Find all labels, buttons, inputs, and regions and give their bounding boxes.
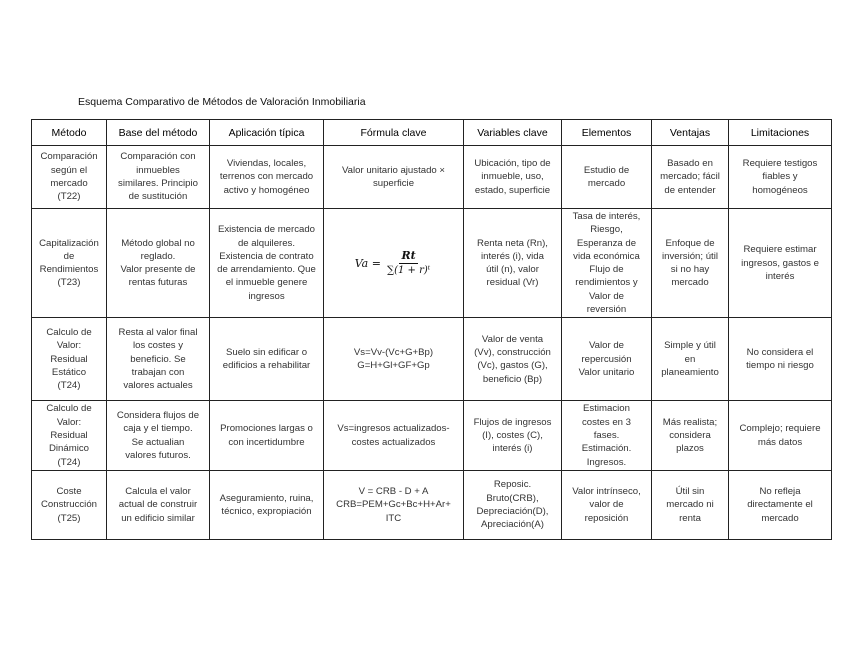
cell-text: Valor unitario ajustado × superficie bbox=[341, 164, 446, 189]
cell-limitaciones bbox=[729, 470, 832, 539]
cell-metodo bbox=[32, 209, 107, 318]
cell-text: Considera flujos de caja y el tiempo. Se actualian valores futuros. bbox=[116, 410, 200, 461]
cell-ventajas bbox=[652, 318, 729, 401]
cell-variables bbox=[464, 209, 562, 318]
header-base: Base del método bbox=[107, 120, 210, 146]
cell-elementos bbox=[562, 318, 652, 401]
cell-base bbox=[107, 318, 210, 401]
cell-ventajas bbox=[652, 209, 729, 318]
cell-formula bbox=[324, 209, 464, 318]
cell-base bbox=[107, 401, 210, 470]
cell-text: Vs=Vv-(Vc+G+Bp) G=H+Gl+GF+Gp bbox=[353, 347, 434, 372]
cell-base bbox=[107, 470, 210, 539]
cell-aplicacion bbox=[210, 146, 324, 209]
cell-aplicacion bbox=[210, 470, 324, 539]
cell-text: Tasa de interés, Riesgo, Esperanza de vida económica Flujo de rendimientos y Valor de reversión bbox=[572, 211, 641, 316]
table-row bbox=[32, 401, 832, 470]
header-ventajas: Ventajas bbox=[652, 120, 729, 146]
cell-text: Estimacion costes en 3 fases. Estimación. Ingresos. bbox=[581, 403, 632, 468]
table-row bbox=[32, 318, 832, 401]
cell-variables bbox=[464, 401, 562, 470]
cell-text: Suelo sin edificar o edificios a rehabilitar bbox=[222, 347, 311, 372]
cell-limitaciones bbox=[729, 318, 832, 401]
cell-text: V = CRB - D + A CRB=PEM+Gc+Bc+H+Ar+ ITC bbox=[336, 485, 451, 524]
cell-variables bbox=[464, 470, 562, 539]
cell-text: Aseguramiento, ruina, técnico, expropiación bbox=[219, 492, 314, 517]
cell-aplicacion bbox=[210, 401, 324, 470]
table-row bbox=[32, 209, 832, 318]
cell-base bbox=[107, 209, 210, 318]
cell-text: Promociones largas o con incertidumbre bbox=[220, 423, 313, 448]
cell-elementos bbox=[562, 146, 652, 209]
cell-text: Estudio de mercado bbox=[583, 164, 630, 189]
cell-text: Basado en mercado; fácil de entender bbox=[660, 158, 720, 196]
cell-elementos bbox=[562, 209, 652, 318]
cell-text: Flujos de ingresos (I), costes (C), interés (i) bbox=[473, 416, 552, 455]
cell-text: Calcula el valor actual de construir un edificio similar bbox=[118, 485, 198, 524]
header-aplicacion: Aplicación típica bbox=[210, 120, 324, 146]
cell-text: Valor de repercusión Valor unitario bbox=[578, 340, 635, 379]
cell-text: Viviendas, locales, terrenos con mercado activo y homogéneo bbox=[219, 158, 314, 196]
cell-variables bbox=[464, 318, 562, 401]
cell-text: Útil sin mercado ni renta bbox=[666, 485, 714, 524]
cell-metodo bbox=[32, 318, 107, 401]
cell-text: Resta al valor final los costes y beneficio. Se trabajan con valores actuales bbox=[118, 327, 198, 392]
table-row bbox=[32, 146, 832, 209]
cell-aplicacion bbox=[210, 318, 324, 401]
cell-text: Comparación según el mercado (T22) bbox=[40, 151, 98, 203]
cell-text: Requiere estimar ingresos, gastos e interés bbox=[741, 244, 819, 282]
cell-text: Calculo de Valor: Residual Dinámico (T24) bbox=[46, 403, 92, 468]
cell-limitaciones bbox=[729, 209, 832, 318]
comparison-table bbox=[31, 119, 832, 540]
cell-text: Más realista; considera plazos bbox=[662, 416, 718, 455]
cell-text: Renta neta (Rn), interés (i), vida útil (n), valor residual (Vr) bbox=[477, 237, 548, 289]
cell-text: Método global no reglado. Valor presente de rentas futuras bbox=[120, 237, 196, 289]
cell-text: Complejo; requiere más datos bbox=[739, 423, 821, 448]
cell-metodo bbox=[32, 470, 107, 539]
formula-numerator: Rt bbox=[401, 249, 416, 263]
table-row bbox=[32, 470, 832, 539]
cell-metodo bbox=[32, 401, 107, 470]
header-row bbox=[32, 120, 832, 146]
cell-text: No refleja directamente el mercado bbox=[747, 485, 813, 524]
header-formula: Fórmula clave bbox=[324, 120, 464, 146]
cell-text: Vs=ingresos actualizados- costes actualizados bbox=[337, 423, 450, 448]
cell-ventajas bbox=[652, 146, 729, 209]
cell-ventajas bbox=[652, 401, 729, 470]
header-limitaciones: Limitaciones bbox=[729, 120, 832, 146]
cell-variables bbox=[464, 146, 562, 209]
cell-formula bbox=[324, 146, 464, 209]
cell-text: Comparación con inmuebles similares. Principio de sustitución bbox=[118, 151, 198, 203]
cell-text: Existencia de mercado de alquileres. Existencia de contrato de arrendamiento. Que el inmueble genere ingresos bbox=[217, 224, 316, 302]
capitalization-formula bbox=[355, 249, 433, 277]
cell-ventajas bbox=[652, 470, 729, 539]
cell-limitaciones bbox=[729, 401, 832, 470]
page-title: Esquema Comparativo de Métodos de Valoración Inmobiliaria bbox=[78, 96, 366, 108]
cell-text: Simple y útil en planeamiento bbox=[661, 340, 719, 379]
cell-text: Valor intrínseco, valor de reposición bbox=[572, 485, 641, 524]
cell-text: Enfoque de inversión; útil si no hay mercado bbox=[662, 237, 718, 289]
cell-formula bbox=[324, 470, 464, 539]
cell-formula bbox=[324, 401, 464, 470]
cell-text: Ubicación, tipo de inmueble, uso, estado, superficie bbox=[474, 158, 551, 196]
cell-text: Reposic. Bruto(CRB), Depreciación(D), Apreciación(A) bbox=[476, 479, 549, 531]
cell-metodo bbox=[32, 146, 107, 209]
cell-base bbox=[107, 146, 210, 209]
formula-fraction bbox=[385, 249, 432, 277]
cell-limitaciones bbox=[729, 146, 832, 209]
cell-text: Requiere testigos fiables y homogéneos bbox=[742, 158, 818, 196]
header-metodo: Método bbox=[32, 120, 107, 146]
cell-formula bbox=[324, 318, 464, 401]
cell-elementos bbox=[562, 401, 652, 470]
cell-aplicacion bbox=[210, 209, 324, 318]
cell-text: No considera el tiempo ni riesgo bbox=[746, 347, 814, 372]
cell-text: Capitalización de Rendimientos (T23) bbox=[39, 237, 99, 289]
cell-elementos bbox=[562, 470, 652, 539]
formula-denominator: ∑(1 + r)ᵗ bbox=[386, 264, 431, 276]
header-variables: Variables clave bbox=[464, 120, 562, 146]
cell-text: Calculo de Valor: Residual Estático (T24) bbox=[46, 327, 92, 392]
formula-lhs: Va = bbox=[354, 256, 381, 270]
cell-text: Coste Construcción (T25) bbox=[41, 485, 97, 524]
header-elementos: Elementos bbox=[562, 120, 652, 146]
cell-text: Valor de venta (Vv), construcción (Vc), gastos (G), beneficio (Bp) bbox=[474, 333, 551, 385]
